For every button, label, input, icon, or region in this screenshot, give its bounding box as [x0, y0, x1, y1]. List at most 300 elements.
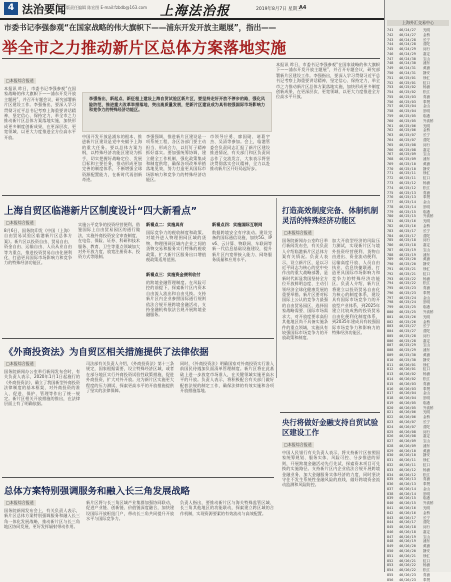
table-cell: 46/26/19 — [399, 539, 416, 544]
article4-text-1: 国务院新闻办公室举行新闻发布会时，有关负责人表示，2020年1月1日起施行的《外商投资法》，确立了我国新型外商投资法律制度的基本框架，对外商投资的准入、促进、保护、管理等作出了统一规定。新片区相关开放措施的推出，在法律层面上有了明确依据。 — [4, 369, 80, 407]
table-cell: 长宁 — [423, 228, 430, 233]
table-cell: 长宁 — [423, 37, 430, 42]
table-cell: 临港 — [423, 209, 430, 214]
table-cell: 青浦 — [423, 477, 430, 482]
table-cell: 46/25/06 — [399, 123, 416, 128]
table-cell: 750 — [387, 71, 394, 76]
article1-lead-box — [82, 92, 272, 132]
table-cell: 766 — [387, 147, 394, 152]
article4-reporter: □本报综合报道 — [6, 361, 34, 366]
table-cell: 金山 — [423, 295, 430, 300]
page-label: A4 — [299, 5, 307, 11]
table-cell: 46/25/03 — [399, 99, 416, 104]
table-cell: 788 — [387, 252, 394, 257]
table-cell: 长宁 — [423, 133, 430, 138]
table-cell: 46/26/03 — [399, 386, 416, 391]
article3-headline: 打造高效制度完备、体制机制灵活的特殊经济功能区 — [282, 206, 379, 225]
table-cell: 金桥 — [423, 319, 430, 324]
table-cell: 46/26/18 — [399, 525, 416, 530]
table-cell: 46/25/23 — [399, 290, 416, 295]
table-cell: 840 — [387, 501, 394, 506]
table-cell: 835 — [387, 477, 394, 482]
table-cell: 855 — [387, 572, 394, 577]
table-cell: 静安 — [423, 357, 430, 362]
table-cell: 789 — [387, 257, 394, 262]
table-cell: 杨浦 — [423, 563, 430, 568]
table-cell: 奉贤 — [423, 290, 430, 295]
table-cell: 松江 — [423, 568, 430, 573]
article5-headline: 央行将做好金融支持自贸试验区建设工作 — [282, 418, 379, 437]
table-cell: 46/26/23 — [399, 577, 416, 582]
article5-column-1 — [282, 450, 380, 568]
table-cell: 46/26/05 — [399, 405, 416, 410]
table-cell: 46/26/03 — [399, 381, 416, 386]
table-cell: 崇明 — [423, 396, 430, 401]
table-cell: 宝山 — [423, 56, 430, 61]
article6-column-1 — [4, 508, 80, 570]
table-cell: 46/25/28 — [399, 333, 416, 338]
article3-column-2 — [332, 238, 380, 408]
table-cell: 浦东 — [423, 348, 430, 353]
table-cell: 46/25/26 — [399, 319, 416, 324]
table-cell: 794 — [387, 281, 394, 286]
table-cell: 杨浦 — [423, 467, 430, 472]
table-cell: 46/26/13 — [399, 482, 416, 487]
table-cell: 光明 — [423, 219, 430, 224]
table-cell: 839 — [387, 496, 394, 501]
article2-subheading-3: 新看点四：实施国际互联网 — [212, 222, 263, 227]
table-cell: 810 — [387, 357, 394, 362]
table-cell: 848 — [387, 539, 394, 544]
table-cell: 792 — [387, 271, 394, 276]
table-cell: 金桥 — [423, 32, 430, 37]
article2-text-3: 国际竞争力的税收制度和政策。对境外进入物理围网区域的货物、物理围网区域内企业之间的货物交易和服务实行特殊的税收政策。扩大新片区服务出口增值税政策适用范围。 — [146, 230, 206, 263]
table-cell: 46/26/05 — [399, 400, 416, 405]
article1-reporter: □本报综合报道 — [6, 78, 34, 83]
table-cell: 821 — [387, 410, 394, 415]
table-cell: 46/25/16 — [399, 219, 416, 224]
table-cell: 799 — [387, 305, 394, 310]
table-cell: 松江 — [423, 281, 430, 286]
table-cell: 崇明 — [423, 491, 430, 496]
table-cell: 奉贤 — [423, 99, 430, 104]
table-cell: 46/25/05 — [399, 118, 416, 123]
table-cell: 744 — [387, 42, 394, 47]
table-cell: 765 — [387, 142, 394, 147]
table-cell: 崇明 — [423, 204, 430, 209]
table-cell: 771 — [387, 171, 394, 176]
table-cell: 46/25/18 — [399, 243, 416, 248]
article2-column-1 — [4, 228, 72, 334]
table-cell: 793 — [387, 276, 394, 281]
table-cell: 797 — [387, 295, 394, 300]
divider — [2, 195, 380, 196]
table-cell: 831 — [387, 458, 394, 463]
table-cell: 奉贤 — [423, 482, 430, 487]
sidebar-table — [384, 0, 451, 582]
table-cell: 46/26/09 — [399, 443, 416, 448]
table-cell: 静安 — [423, 453, 430, 458]
table-cell: 830 — [387, 453, 394, 458]
table-cell: 46/25/20 — [399, 262, 416, 267]
table-cell: 奉贤 — [423, 577, 430, 582]
article6-column-3 — [180, 500, 274, 570]
table-cell: 虹口 — [423, 367, 430, 372]
table-cell: 浦东 — [423, 443, 430, 448]
table-cell: 宝山 — [423, 439, 430, 444]
table-cell: 783 — [387, 228, 394, 233]
table-cell: 虹口 — [423, 80, 430, 85]
table-cell: 黄浦 — [423, 448, 430, 453]
table-cell: 46/25/13 — [399, 190, 416, 195]
article1-text-1: 本报讯 昨日，市委书记李强参观“在国家战略的伟大旗帜下——浦东开发开放主题展”，并召开专题会议，研究部署新片区建设工作。李强指出，要深入学习贯彻习近平总书记考察上海重要讲话精神，坚定信心、保持定力，举全市之力推动新片区总体方案落地实施，加快形成更多制度创新成果，在更深层次、更宽领域、以更大力度推进全方位高水平开放。 — [4, 86, 76, 140]
column-divider — [276, 198, 277, 378]
table-cell: 外高桥 — [423, 405, 434, 410]
table-cell: 843 — [387, 515, 394, 520]
table-cell: 徐汇 — [423, 553, 430, 558]
table-cell: 762 — [387, 128, 394, 133]
table-cell: 777 — [387, 200, 394, 205]
table-cell: 46/26/18 — [399, 529, 416, 534]
table-cell: 46/25/10 — [399, 161, 416, 166]
table-cell: 46/25/30 — [399, 353, 416, 358]
table-cell: 46/25/28 — [399, 338, 416, 343]
table-cell: 黄浦 — [423, 353, 430, 358]
article3-column-1 — [282, 238, 328, 408]
table-cell: 闵行 — [423, 47, 430, 52]
table-cell: 46/25/29 — [399, 343, 416, 348]
table-cell: 828 — [387, 443, 394, 448]
article1-column-1 — [4, 86, 76, 192]
table-cell: 742 — [387, 32, 394, 37]
table-cell: 光明 — [423, 28, 430, 32]
article2-subheading-1: 新看点二：实施具有 — [146, 222, 184, 227]
article6-text-3: 负责人指出，要推动新片区与海关特殊监管区域、长三角其他地区的功能联动，探索建立跨区域的合作机制，实现资源要素的有效流动与高效配置。 — [180, 500, 274, 516]
article1-text-5: 本报讯 昨日，市委书记李强参观“在国家战略的伟大旗帜下——浦东开发开放主题展”，并召开专题会议，研究部署新片区建设工作。李强指出，要深入学习贯彻习近平总书记考察上海重要讲话精神，坚定信心、保持定力，举全市之力推动新片区总体方案落地实施，加快形成更多制度创新成果，在更深层次、更宽领域、以更大力度推进全方位高水平开放。 — [276, 62, 380, 100]
table-cell: 849 — [387, 544, 394, 549]
table-cell: 773 — [387, 180, 394, 185]
table-cell: 46/25/02 — [399, 90, 416, 95]
table-cell: 46/26/07 — [399, 419, 416, 424]
table-cell: 778 — [387, 204, 394, 209]
table-cell: 757 — [387, 104, 394, 109]
article2-column-5 — [212, 230, 272, 334]
table-cell: 杨浦 — [423, 276, 430, 281]
table-cell: 46/26/01 — [399, 367, 416, 372]
table-cell: 青浦 — [423, 381, 430, 386]
table-cell: 静安 — [423, 71, 430, 76]
table-cell: 781 — [387, 219, 394, 224]
table-cell: 46/26/21 — [399, 558, 416, 563]
table-cell: 金山 — [423, 391, 430, 396]
table-cell: 850 — [387, 549, 394, 554]
table-cell: 静安 — [423, 166, 430, 171]
table-cell: 松江 — [423, 185, 430, 190]
table-cell: 812 — [387, 367, 394, 372]
table-cell: 金桥 — [423, 223, 430, 228]
table-cell: 46/26/15 — [399, 496, 416, 501]
table-cell: 46/25/19 — [399, 247, 416, 252]
table-cell: 46/24/29 — [399, 51, 416, 56]
table-cell: 光明 — [423, 123, 430, 128]
table-cell: 791 — [387, 267, 394, 271]
article1-text-4: 市领导应勇、廖国勋、诸葛宇杰、吴清等参加。会上，临港管委会负责同志汇报了新片区建设推进情况，有关部门和区负责同志作了交流发言，大家表示将坚决贯彻落实会议精神，全力以赴推动新片区开好局起好步。 — [210, 134, 270, 172]
table-cell: 46/25/24 — [399, 300, 416, 305]
article1-column-4 — [210, 134, 270, 192]
table-cell: 46/25/04 — [399, 109, 416, 114]
table-cell: 嘉定 — [423, 529, 430, 534]
table-cell: 临港 — [423, 114, 430, 119]
table-cell: 763 — [387, 133, 394, 138]
table-cell: 841 — [387, 506, 394, 510]
table-cell: 46/26/10 — [399, 453, 416, 458]
table-cell: 徐汇 — [423, 458, 430, 463]
table-cell: 820 — [387, 405, 394, 410]
table-cell: 46/26/11 — [399, 462, 416, 467]
table-cell: 46/24/27 — [399, 32, 416, 37]
table-cell: 临港 — [423, 305, 430, 310]
table-cell: 46/26/09 — [399, 439, 416, 444]
table-cell: 758 — [387, 109, 394, 114]
table-cell: 松江 — [423, 90, 430, 95]
table-cell: 徐汇 — [423, 267, 430, 271]
table-cell: 青浦 — [423, 286, 430, 291]
article1-column-5 — [276, 62, 380, 192]
table-cell: 闵行 — [423, 142, 430, 147]
table-cell: 46/26/02 — [399, 372, 416, 377]
table-cell: 46/26/21 — [399, 553, 416, 558]
article4-column-3 — [180, 361, 274, 473]
table-cell: 普陀 — [423, 137, 430, 142]
table-cell: 金山 — [423, 486, 430, 491]
table-cell: 46/25/29 — [399, 348, 416, 353]
table-cell: 819 — [387, 400, 394, 405]
table-cell: 46/26/16 — [399, 510, 416, 515]
table-cell: 静安 — [423, 262, 430, 267]
table-cell: 772 — [387, 176, 394, 181]
article4-text-2: 司法部有关负责人介绍，《外商投资法》第十三条规定，国家根据需要，设立特殊经济区域，或者在部分地区实行外商投资试验性政策措施，促进外商投资，扩大对外开放。这为新片区实施更大程度的压力测试、探索更高水平的开放措施提供了坚实的法律保障。 — [86, 361, 175, 394]
table-cell: 金桥 — [423, 510, 430, 515]
table-cell: 46/26/22 — [399, 563, 416, 568]
table-cell: 46/26/20 — [399, 549, 416, 554]
table-cell: 784 — [387, 233, 394, 238]
table-cell: 756 — [387, 99, 394, 104]
table-cell: 844 — [387, 520, 394, 525]
table-cell: 虹口 — [423, 176, 430, 181]
table-cell: 822 — [387, 415, 394, 420]
table-cell: 46/25/16 — [399, 223, 416, 228]
article2-reporter: □本报综合报道 — [6, 220, 34, 225]
table-cell: 46/26/14 — [399, 491, 416, 496]
table-cell: 金山 — [423, 104, 430, 109]
table-cell: 闵行 — [423, 525, 430, 530]
table-cell: 769 — [387, 161, 394, 166]
table-cell: 嘉定 — [423, 243, 430, 248]
table-cell: 杨浦 — [423, 180, 430, 185]
table-cell: 746 — [387, 51, 394, 56]
table-cell: 46/25/22 — [399, 276, 416, 281]
divider — [2, 58, 380, 59]
table-cell: 46/25/17 — [399, 233, 416, 238]
table-cell: 46/26/19 — [399, 534, 416, 539]
article4-column-1 — [4, 369, 80, 473]
table-cell: 800 — [387, 310, 394, 315]
table-cell: 普陀 — [423, 329, 430, 334]
table-cell: 46/24/30 — [399, 56, 416, 61]
table-cell: 青浦 — [423, 572, 430, 577]
table-cell: 46/25/05 — [399, 114, 416, 119]
article6-column-2 — [86, 500, 174, 570]
article1-kicker: 市委书记李强参观“在国家战略的伟大旗帜下——浦东开发开放主题展”，指出—— — [4, 23, 277, 32]
table-cell: 809 — [387, 353, 394, 358]
table-row — [387, 578, 449, 582]
table-cell: 46/25/23 — [399, 286, 416, 291]
article2-column-4 — [146, 280, 206, 334]
table-cell: 46/25/21 — [399, 267, 416, 271]
table-cell: 775 — [387, 190, 394, 195]
table-cell: 808 — [387, 348, 394, 353]
article2-subheading-2: 新看点三：实施资金便利收付 — [146, 272, 201, 277]
table-cell: 长宁 — [423, 515, 430, 520]
article1-column-2 — [82, 134, 142, 192]
article3-reporter: □本报综合报道 — [284, 230, 312, 235]
table-cell: 宝山 — [423, 534, 430, 539]
table-cell: 46/26/08 — [399, 434, 416, 439]
issue-date: 2019年8月7日 星期三 — [256, 7, 302, 12]
table-cell: 浦东 — [423, 61, 430, 66]
table-cell: 46/25/21 — [399, 271, 416, 276]
table-cell: 虹口 — [423, 462, 430, 467]
table-cell: 46/26/17 — [399, 520, 416, 525]
table-cell: 811 — [387, 362, 394, 367]
table-cell: 836 — [387, 482, 394, 487]
table-cell: 845 — [387, 525, 394, 530]
table-cell: 46/26/11 — [399, 458, 416, 463]
table-cell: 759 — [387, 114, 394, 119]
table-cell: 46/26/13 — [399, 477, 416, 482]
table-cell: 浦东 — [423, 539, 430, 544]
paper-name-logo: 上海法治报 — [160, 4, 231, 19]
article2-text-5: 数据跨境安全有序流动。建设完备的国际通信设施，加快5G、IPv6、云计算、物联网、车联网等新一代信息基础设施建设，提升新片区内宽带接入能力、网络服务质量和应用水平。 — [212, 230, 272, 263]
table-cell: 752 — [387, 80, 394, 85]
table-cell: 748 — [387, 61, 394, 66]
table-cell: 46/26/02 — [399, 376, 416, 381]
table-cell: 803 — [387, 324, 394, 329]
table-cell: 743 — [387, 37, 394, 42]
table-cell: 46/25/25 — [399, 310, 416, 315]
table-cell: 徐汇 — [423, 171, 430, 176]
table-cell: 46/25/26 — [399, 314, 416, 319]
table-cell: 黄浦 — [423, 66, 430, 71]
table-cell: 46/25/06 — [399, 128, 416, 133]
table-cell: 46/25/09 — [399, 152, 416, 157]
table-cell: 闵行 — [423, 238, 430, 243]
table-cell: 46/26/22 — [399, 568, 416, 573]
table-cell: 46/25/03 — [399, 94, 416, 99]
table-cell: 770 — [387, 166, 394, 171]
table-cell: 46/25/27 — [399, 324, 416, 329]
table-cell: 747 — [387, 56, 394, 61]
table-cell: 46/26/06 — [399, 410, 416, 415]
table-cell: 825 — [387, 429, 394, 434]
table-cell: 46/25/22 — [399, 281, 416, 286]
table-cell: 856 — [387, 577, 394, 582]
table-cell: 787 — [387, 247, 394, 252]
table-cell: 46/25/07 — [399, 137, 416, 142]
table-cell: 785 — [387, 238, 394, 243]
article5-reporter: □本报综合报道 — [284, 442, 312, 447]
table-cell: 46/25/08 — [399, 147, 416, 152]
article2-text-4: 的跨境金融管理制度。在风险可控的前提下，探索新片区内资本自由流入流出和自由兑换。支持新片区内企业参照国际通行规则依法合规开展跨境金融活动，支持金融机构依法合规开展跨境金融服务。 — [146, 280, 206, 318]
table-cell: 浦东 — [423, 252, 430, 257]
table-cell: 46/24/31 — [399, 71, 416, 76]
table-cell: 嘉定 — [423, 51, 430, 56]
article6-reporter: □本报综合报道 — [6, 500, 34, 505]
table-cell: 741 — [387, 28, 394, 32]
table-cell: 755 — [387, 94, 394, 99]
article1-headline: 举全市之力推动新片区总体方案落地实施 — [2, 39, 287, 57]
table-cell: 青浦 — [423, 94, 430, 99]
table-cell: 46/26/07 — [399, 424, 416, 429]
table-cell: 松江 — [423, 472, 430, 477]
table-cell: 776 — [387, 195, 394, 200]
table-cell: 杨浦 — [423, 372, 430, 377]
table-cell: 46/25/01 — [399, 80, 416, 85]
table-cell: 长宁 — [423, 324, 430, 329]
table-cell: 崇明 — [423, 300, 430, 305]
table-cell: 834 — [387, 472, 394, 477]
table-cell: 46/25/12 — [399, 185, 416, 190]
table-cell: 46/25/27 — [399, 329, 416, 334]
table-cell: 青浦 — [423, 190, 430, 195]
table-cell: 46/26/04 — [399, 391, 416, 396]
table-cell: 46/26/23 — [399, 572, 416, 577]
article6-text-2: 新片区将与长三角区域产业集群加强协同联动，促进产业链、创新链、价值链深度融合，加快建设国际开放枢纽门户，带动长三角共同提升开放水平与国际竞争力。 — [86, 500, 174, 522]
table-cell: 818 — [387, 396, 394, 401]
table-cell: 796 — [387, 290, 394, 295]
table-cell: 813 — [387, 372, 394, 377]
table-cell: 奉贤 — [423, 195, 430, 200]
table-cell: 宝山 — [423, 152, 430, 157]
table-cell: 779 — [387, 209, 394, 214]
table-cell: 46/26/12 — [399, 467, 416, 472]
table-cell: 853 — [387, 563, 394, 568]
table-cell: 浦东 — [423, 157, 430, 162]
table-cell: 光明 — [423, 314, 430, 319]
table-cell: 761 — [387, 123, 394, 128]
table-cell: 786 — [387, 243, 394, 248]
table-cell: 临港 — [423, 400, 430, 405]
table-cell: 753 — [387, 85, 394, 90]
table-cell: 751 — [387, 75, 394, 80]
table-cell: 46/25/10 — [399, 166, 416, 171]
table-cell: 嘉定 — [423, 147, 430, 152]
divider — [280, 412, 380, 413]
table-cell: 46/24/29 — [399, 47, 416, 52]
table-cell: 宝山 — [423, 343, 430, 348]
table-cell: 嘉定 — [423, 434, 430, 439]
table-cell: 普陀 — [423, 424, 430, 429]
table-cell: 826 — [387, 434, 394, 439]
table-cell: 46/25/11 — [399, 176, 416, 181]
table-cell: 46/25/14 — [399, 200, 416, 205]
table-cell: 46/26/06 — [399, 415, 416, 420]
table-cell: 854 — [387, 568, 394, 573]
table-cell: 46/26/20 — [399, 544, 416, 549]
table-cell: 774 — [387, 185, 394, 190]
table-cell: 806 — [387, 338, 394, 343]
table-cell: 46/26/08 — [399, 429, 416, 434]
